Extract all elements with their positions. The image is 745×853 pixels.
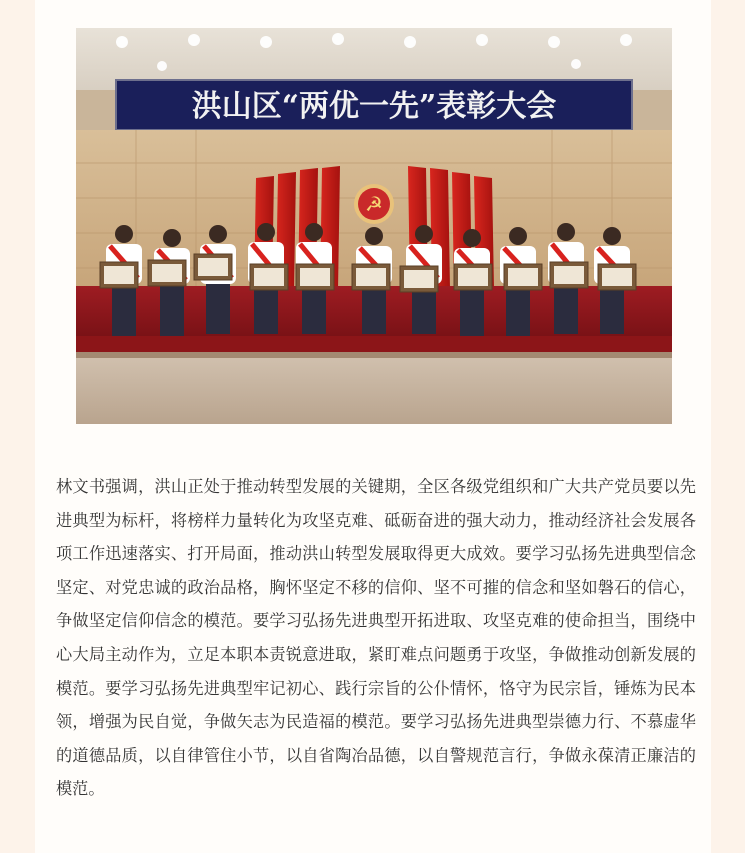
photo-illustration — [76, 28, 672, 424]
svg-text:☭: ☭ — [365, 192, 383, 216]
banner-text: 洪山区“两优一先”表彰大会 — [191, 89, 557, 124]
award-ceremony-photo — [76, 28, 672, 424]
article-paragraph: 林文书强调，洪山正处于推动转型发展的关键期，全区各级党组织和广大共产党员要以先进典型为标杆，将榜样力量转化为攻坚克难、砥砺奋进的强大动力，推动经济社会发展各项工作迅速落实、打开局面，推动洪山转型发展取得更大成效。要学习弘扬先进典型信念坚定、对党忠诚的政治品格，胸怀坚定不移的信仰、坚不可摧的信念和坚如磐石的信心，争做坚定信仰信念的模范。要学习弘扬先进典型开拓进取、攻坚克难的使命担当，围绕中心大局主动作为，立足本职本责锐意进取，紧盯难点问题勇于攻坚，争做推动创新发展的模范。要学习弘扬先进典型牢记初心、践行宗旨的公仆情怀，恪守为民宗旨，锤炼为民本领，增强为民自觉，争做矢志为民造福的模范。要学习弘扬先进典型崇德力行、不慕虚华的道德品质，以自律管住小节，以自省陶冶品德，以自警规范言行，争做永葆清正廉洁的模范。 — [56, 477, 696, 799]
